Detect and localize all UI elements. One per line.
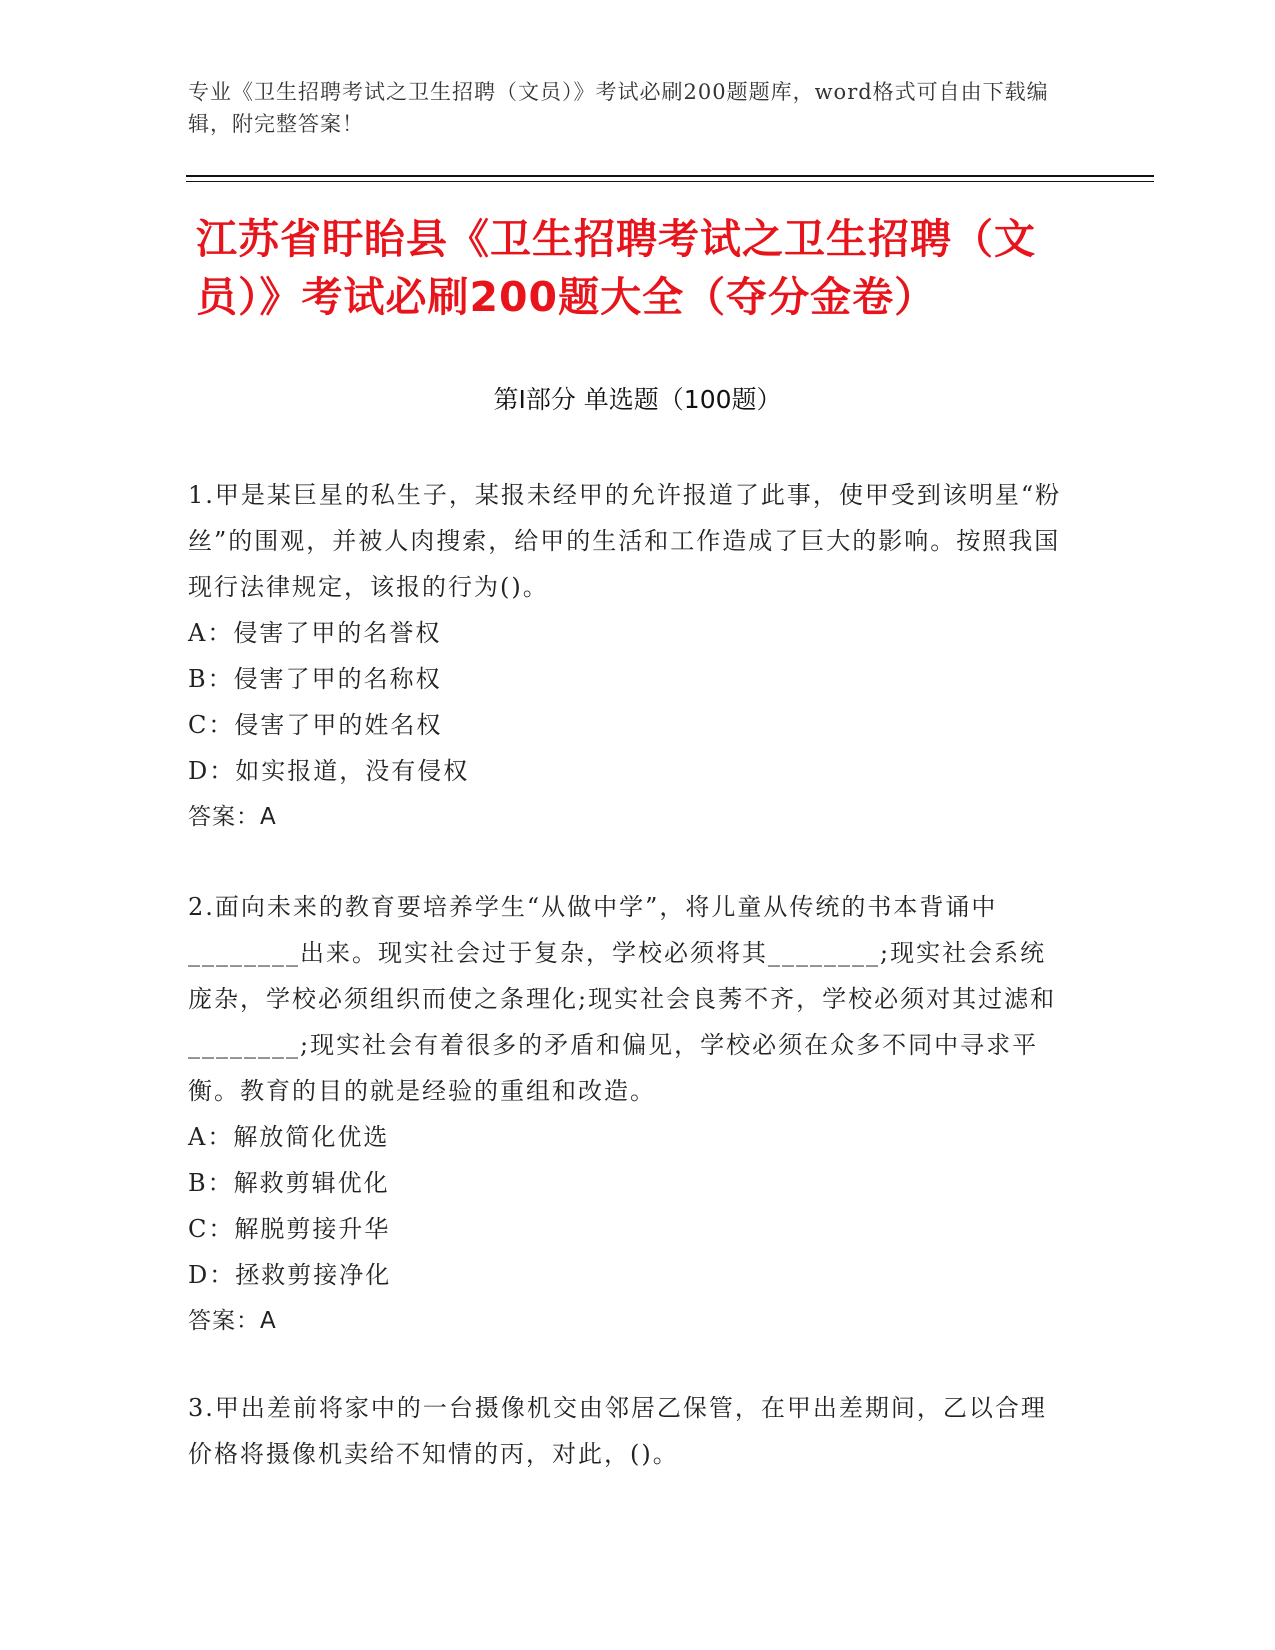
answer-label: 答案：A [188, 1308, 277, 1334]
option-b: B：解救剪辑优化 [188, 1169, 390, 1197]
answer-label: 答案：A [188, 804, 277, 830]
header-divider-thin [186, 181, 1154, 182]
option-b: B：侵害了甲的名称权 [188, 665, 442, 693]
option-a: A：解放简化优选 [188, 1123, 390, 1151]
section-title: 第Ⅰ部分 单选题（100题） [493, 385, 782, 414]
option-a: A：侵害了甲的名誉权 [188, 619, 442, 647]
header-note: 专业《卫生招聘考试之卫生招聘（文员）》考试必刷200题题库，word格式可自由下载编辑，附完整答案！ [188, 80, 1049, 136]
question-stem: 3.甲出差前将家中的一台摄像机交由邻居乙保管，在甲出差期间，乙以合理价格将摄像机卖给不知情的丙，对此，()。 [188, 1394, 1047, 1468]
option-c: C：解脱剪接升华 [188, 1215, 391, 1243]
question-2 [188, 884, 1068, 1344]
document-title: 江苏省盱眙县《卫生招聘考试之卫生招聘（文员）》考试必刷200题大全（夺分金卷） [196, 215, 1036, 321]
question-stem: 2.面向未来的教育要培养学生“从做中学”，将儿童从传统的书本背诵中________出来。现实社会过于复杂，学校必须将其________;现实社会系统庞杂，学校必须组织而使之条理化;现实社会良莠不齐，学校必须对其过滤和________;现实社会有着很多的矛盾和偏见，学校必须在众多不同中寻求平衡。教育的目的就是经验的重组和改造。 [188, 893, 1057, 1105]
question-3 [188, 1385, 1068, 1477]
option-c: C：侵害了甲的姓名权 [188, 711, 443, 739]
option-d: D：如实报道，没有侵权 [188, 757, 470, 785]
question-1 [188, 472, 1068, 840]
header-divider-thick [186, 175, 1154, 177]
question-stem: 1.甲是某巨星的私生子，某报未经甲的允许报道了此事，使甲受到该明星“粉丝”的围观，并被人肉搜索，给甲的生活和工作造成了巨大的影响。按照我国现行法律规定，该报的行为()。 [188, 481, 1062, 601]
option-d: D：拯救剪接净化 [188, 1261, 392, 1289]
